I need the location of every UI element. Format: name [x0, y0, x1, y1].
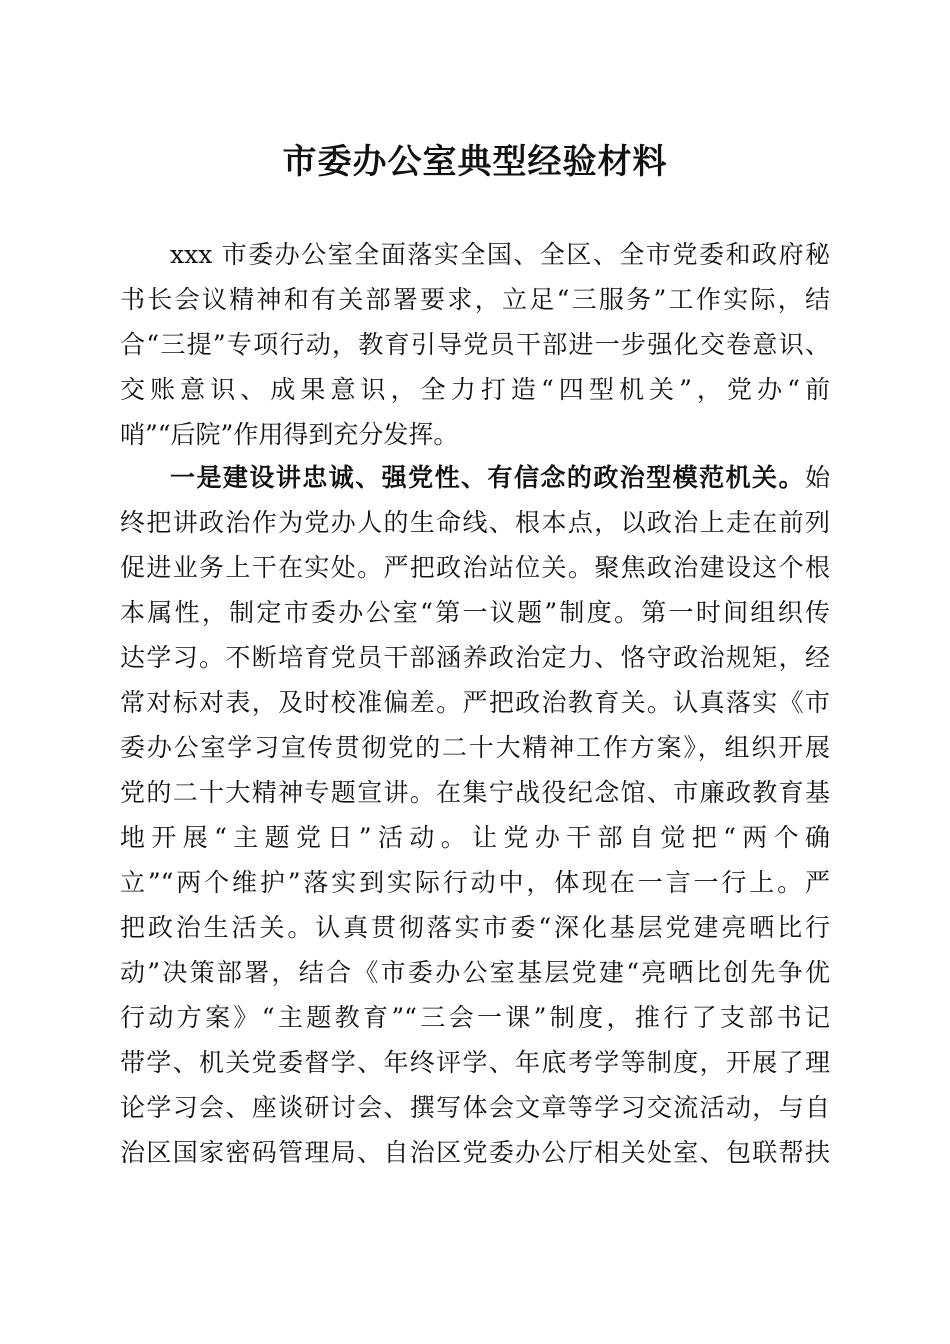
paragraph-1-line-4: 交账意识、成果意识，全力打造“四型机关”，党办“前: [120, 375, 830, 404]
paragraph-1-line-1: xxx 市委办公室全面落实全国、全区、全市党委和政府秘: [170, 240, 830, 269]
paragraph-1-line-3: 合“三提”专项行动，教育引导党员干部进一步强化交卷意识、: [120, 330, 830, 359]
paragraph-2-line-7: 委办公室学习宣传贯彻党的二十大精神工作方案》，组织开展: [120, 733, 830, 762]
paragraph-2-line-14: 带学、机关党委督学、年终评学、年底考学等制度，开展了理: [120, 1048, 830, 1077]
paragraph-1-line-5: 哨”“后院”作用得到充分发挥。: [120, 420, 459, 449]
paragraph-2-line-8: 党的二十大精神专题宣讲。在集宁战役纪念馆、市廉政教育基: [120, 778, 830, 807]
paragraph-2-lead-rest: 始: [804, 463, 830, 492]
paragraph-2-line-6: 常对标对表，及时校准偏差。严把政治教育关。认真落实《市: [120, 688, 830, 717]
paragraph-2-line-5: 达学习。不断培育党员干部涵养政治定力、恪守政治规矩，经: [120, 643, 830, 672]
paragraph-2-line-1: [170, 455, 830, 501]
paragraph-2-line-3: 促进业务上干在实处。严把政治站位关。聚焦政治建设这个根: [120, 553, 830, 582]
paragraph-2-line-13: 行动方案》“主题教育”“三会一课”制度，推行了支部书记: [120, 1003, 830, 1032]
paragraph-2-line-9: 地开展“主题党日”活动。让党办干部自觉把“两个确: [120, 823, 830, 852]
paragraph-2-lead-heading: 一是建设讲忠诚、强党性、有信念的政治型模范机关。: [170, 463, 805, 492]
paragraph-2-line-16: 治区国家密码管理局、自治区党委办公厅相关处室、包联帮扶: [120, 1138, 830, 1167]
paragraph-2-line-2: 终把讲政治作为党办人的生命线、根本点，以政治上走在前列: [120, 508, 830, 537]
paragraph-2-line-12: 动”决策部署，结合《市委办公室基层党建“亮晒比创先争优: [120, 958, 830, 987]
paragraph-2-line-11: 把政治生活关。认真贯彻落实市委“深化基层党建亮晒比行: [120, 913, 830, 942]
page-title: 市委办公室典型经验材料: [282, 142, 668, 182]
paragraph-1-line-2: 书长会议精神和有关部署要求，立足“三服务”工作实际，结: [120, 285, 830, 314]
paragraph-2-line-10: 立”“两个维护”落实到实际行动中，体现在一言一行上。严: [120, 868, 830, 897]
paragraph-2-line-15: 论学习会、座谈研讨会、撰写体会文章等学习交流活动，与自: [120, 1093, 830, 1122]
paragraph-2-line-4: 本属性，制定市委办公室“第一议题”制度。第一时间组织传: [120, 598, 830, 627]
